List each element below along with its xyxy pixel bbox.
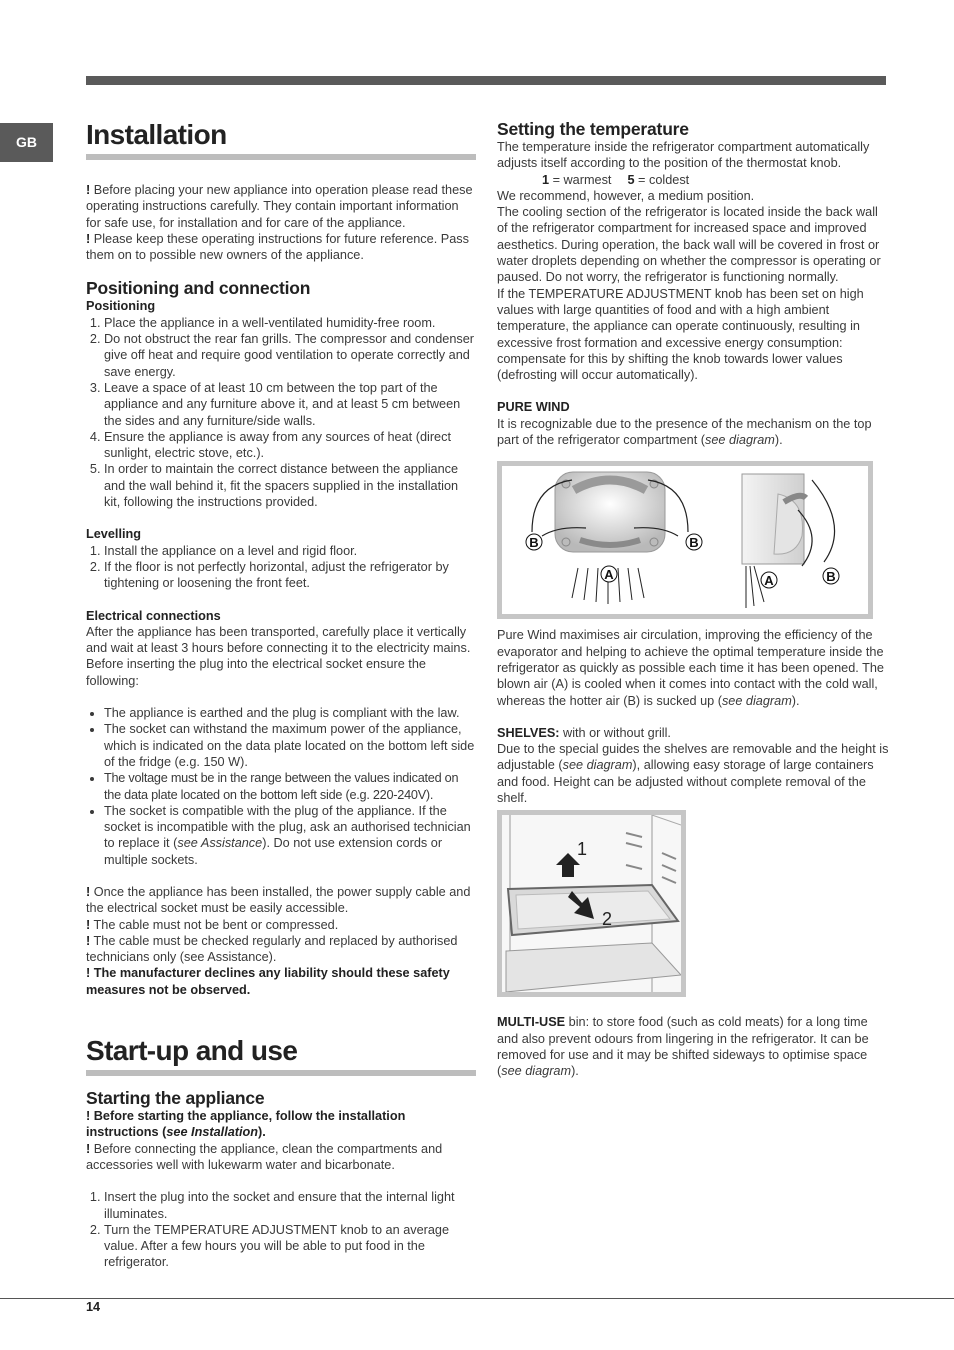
intro-paragraph-1: ! Before placing your new appliance into operation please read these operating instructions carefully. They contain important information for safe use, for installation and for care of the appliance. [86, 183, 473, 230]
warning-3: ! The cable must be checked regularly and replaced by authorised technicians only (see Assistance). [86, 933, 458, 965]
list-item: • The socket can withstand the maximum power of the appliance, which is indicated on the data plate located on the bottom left side of the fridge (e.g. 150 W). [104, 721, 476, 770]
footer-rule [0, 1298, 954, 1299]
starting-warning: ! Before starting the appliance, follow the installation instructions (see Installation). [86, 1109, 406, 1140]
starting-note: ! Before connecting the appliance, clean the compartments and accessories well with lukewarm water and bicarbonate. [86, 1141, 443, 1172]
shelf-illustration [502, 815, 681, 992]
temperature-paragraph-1: The temperature inside the refrigerator compartment automatically adjusts itself according to the position of the thermostat knob. [497, 140, 870, 171]
pure-wind-paragraph-1: It is recognizable due to the presence of the mechanism on the top part of the refrigerator compartment (see diagram). [497, 416, 872, 448]
shelf-diagram [497, 810, 686, 997]
starting-heading: Starting the appliance [86, 1088, 265, 1109]
diagram-label-a-front: A [604, 567, 614, 583]
list-item: 1. Install the appliance on a level and rigid floor. [104, 543, 476, 559]
electrical-paragraph: After the appliance has been transported, carefully place it vertically and wait at least 3 hours before connecting it to the electricity mains. Before inserting the plug into the electrical socket ensure the following: [86, 624, 471, 688]
diagram-label-a-side: A [764, 573, 774, 589]
list-item: 1. Place the appliance in a well-ventilated humidity-free room. [104, 315, 476, 331]
shelves-paragraph: Due to the special guides the shelves are removable and the height is adjustable (see diagram), allowing easy storage of large containers and food. Height can be adjusted without complete removal of the shelf. [497, 742, 889, 806]
pure-wind-paragraph-2: Pure Wind maximises air circulation, improving the efficiency of the evaporator and helping to achieve the optimal temperature inside the refrigerator as quickly as possible each time it has been opened. The blown air (A) is cooled when it comes into contact with the cold wall, whereas the hotter air (B) is sucked up (see diagram). [497, 628, 884, 708]
starting-steps [86, 1189, 476, 1270]
levelling-subheading: Levelling [86, 527, 141, 542]
list-item: 1. Insert the plug into the socket and ensure that the internal light illuminates. [104, 1189, 476, 1222]
list-item: • The socket is compatible with the plug of the appliance. If the socket is incompatible with the plug, ask an authorised technician to replace it (see Assistance). Do not use extension cords or multiple sockets. [104, 803, 476, 868]
list-item: 3. Leave a space of at least 10 cm between the top part of the appliance and any furniture above it, and at least 5 cm between the sides and any furniture/side walls. [104, 380, 476, 429]
list-item: 5. In order to maintain the correct distance between the appliance and the wall behind it, fit the spacers supplied in the installation kit, following the instructions provided. [104, 461, 476, 510]
list-item: 2. Do not obstruct the rear fan grills. The compressor and condenser give off heat and require good ventilation to operate correctly and save energy. [104, 331, 476, 380]
temperature-heading: Setting the temperature [497, 119, 689, 139]
language-tab: GB [0, 123, 53, 162]
intro-paragraph-2: ! Please keep these operating instructions for future reference. Pass them on to possible new owners of the appliance. [86, 231, 469, 263]
list-item: 2. Turn the TEMPERATURE ADJUSTMENT knob to an average value. After a few hours you will be able to put food in the refrigerator. [104, 1222, 476, 1271]
page-number: 14 [86, 1300, 101, 1314]
levelling-list [86, 543, 476, 592]
shelf-step-1: 1 [577, 839, 588, 860]
list-item: • The appliance is earthed and the plug is compliant with the law. [104, 705, 476, 721]
warning-2: ! The cable must not be bent or compressed. [86, 917, 339, 932]
list-item: • The voltage must be in the range between the values indicated on the data plate located on the bottom left side (e.g. 220-240V). [104, 770, 476, 803]
startup-title: Start-up and use [86, 1028, 476, 1076]
electrical-list [86, 705, 476, 868]
pure-wind-heading: PURE WIND [497, 400, 570, 415]
list-item: 4. Ensure the appliance is away from any sources of heat (direct sunlight, electric stove, etc.). [104, 429, 476, 462]
electrical-subheading: Electrical connections [86, 608, 221, 623]
top-rule [86, 76, 886, 85]
list-item: 2. If the floor is not perfectly horizontal, adjust the refrigerator by tightening or loosening the front feet. [104, 559, 476, 592]
temperature-paragraph-4: If the TEMPERATURE ADJUSTMENT knob has been set on high values with large quantities of food and with a high ambient temperature, the appliance can operate continuously, resulting in excessive frost formation and excessive energy consumption: compensate for this by shifting the knob towards lower values (defrosting will occur automatically). [497, 286, 864, 383]
left-column [86, 112, 476, 1271]
positioning-subheading: Positioning [86, 299, 156, 314]
shelves-label: SHELVES: with or without grill. [497, 725, 671, 740]
positioning-heading: Positioning and connection [86, 278, 311, 299]
pure-wind-illustration [502, 466, 868, 614]
right-column [497, 112, 889, 1080]
installation-title: Installation [86, 112, 476, 160]
positioning-list [86, 315, 476, 511]
temperature-paragraph-3: The cooling section of the refrigerator is located inside the back wall of the refrigerator compartment for increased space and improved aesthetics. During operation, the back wall will be covered in frost or water droplets depending on whether the compressor is operating or paused. Do not worry, the refrigerator is functioning normally. [497, 205, 881, 285]
pure-wind-diagram [497, 461, 873, 619]
shelf-step-2: 2 [602, 909, 613, 930]
multi-use-paragraph: MULTI-USE bin: to store food (such as cold meats) for a long time and also prevent odours from lingering in the refrigerator. It can be removed for use and it may be shifted sideways to optimise space (see diagram). [497, 1015, 869, 1079]
diagram-label-b-left: B [529, 535, 539, 551]
warning-1: ! Once the appliance has been installed, the power supply cable and the electrical socket must be easily accessible. [86, 884, 471, 916]
diagram-label-b-side: B [826, 569, 836, 585]
temperature-scale: 1 = warmest 5 = coldest [542, 172, 690, 187]
diagram-label-b-right: B [689, 535, 699, 551]
temperature-paragraph-2: We recommend, however, a medium position. [497, 188, 755, 203]
liability-warning: ! The manufacturer declines any liability should these safety measures not be observed. [86, 966, 450, 997]
